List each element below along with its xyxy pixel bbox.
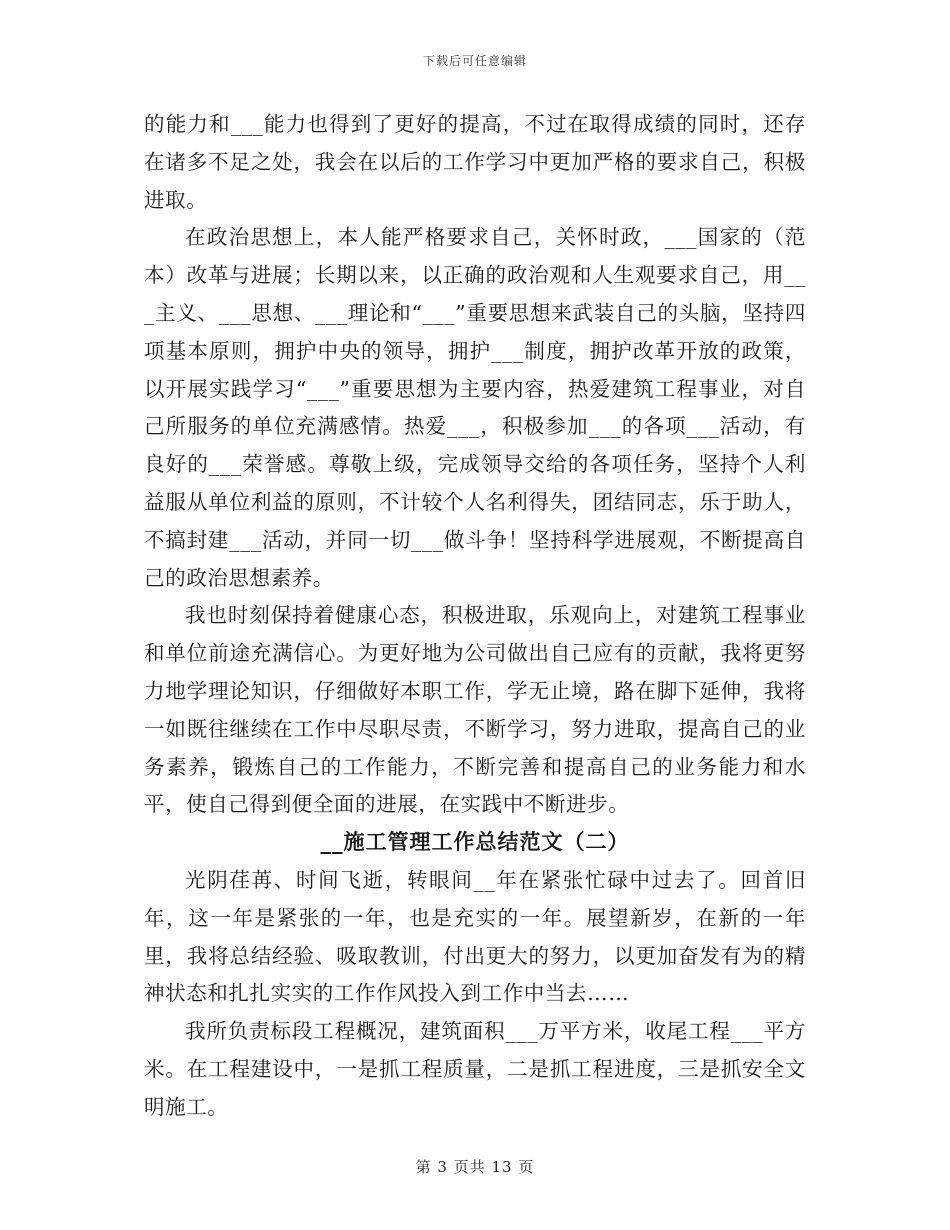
paragraph-political-thought: 在政治思想上，本人能严格要求自己，关怀时政，___国家的（范本）改革与进展；长期以来，以正确的政治观和人生观要求自己，用___主义、___思想、___理论和“___”重要思想来武装自己的头脑，坚持四项基本原则，拥护中央的领导，拥护___制度，拥护改革开放的政策，以开展实践学习“___”重要思想为主要内容，热爱建筑工程事业，对自己所服务的单位充满感情。热爱___，积极参加___的各项___活动，有良好的___荣誉感。尊敬上级，完成领导交给的各项任务，坚持个人利益服从单位利益的原则，不计较个人名利得失，团结同志，乐于助人，不搞封建___活动，并同一切___做斗争！坚持科学进展观，不断提高自己的政治思想素养。 (144, 225, 806, 590)
paragraph-attitude: 我也时刻保持着健康心态，积极进取，乐观向上，对建筑工程事业和单位前途充满信心。为更好地为公司做出自己应有的贡献，我将更努力地学理论知识，仔细做好本职工作，学无止境，路在脚下延伸，我将一如既往继续在工作中尽职尽责，不断学习，努力进取，提高自己的业务素养，锻炼自己的工作能力，不断完善和提高自己的业务能力和水平，使自己得到便全面的进展，在实践中不断进步。 (144, 603, 806, 817)
section-title: __施工管理工作总结范文（二） (320, 830, 630, 855)
paragraph-project-overview: 我所负责标段工程概况，建筑面积___万平方米，收尾工程___平方米。在工程建设中，一是抓工程质量，二是抓工程进度，三是抓安全文明施工。 (144, 1019, 806, 1119)
page-footer: 第 3 页共 13 页 (415, 1158, 535, 1176)
paragraph-intro: 光阴荏苒、时间飞逝，转眼间__年在紧张忙碌中过去了。回首旧年，这一年是紧张的一年，也是充实的一年。展望新岁，在新的一年里，我将总结经验、吸取教训，付出更大的努力，以更加奋发有为的精神状态和扎扎实实的工作作风投入到工作中当去…… (144, 867, 806, 1006)
paragraph-continued: 的能力和___能力也得到了更好的提高，不过在取得成绩的同时，还存在诸多不足之处，我会在以后的工作学习中更加严格的要求自己，积极进取。 (144, 112, 806, 212)
document-body (144, 106, 806, 1127)
page-header: 下载后可任意编辑 (422, 54, 527, 68)
